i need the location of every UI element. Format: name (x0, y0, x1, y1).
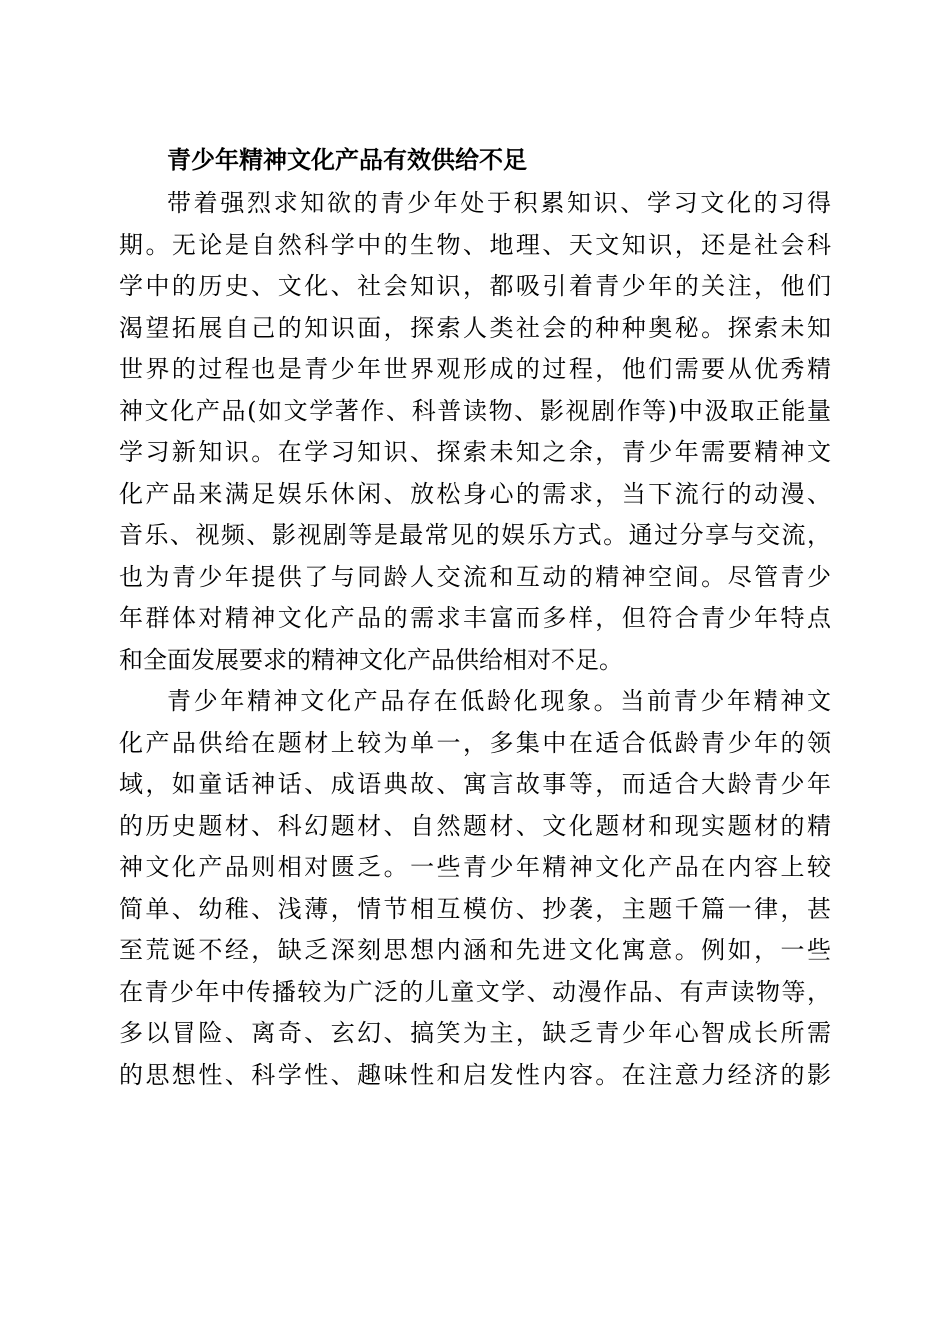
section-heading: 青少年精神文化产品有效供给不足 (167, 146, 527, 174)
paragraph-line: 简单、幼稚、浅薄，情节相互模仿、抄袭，主题千篇一律，甚 (119, 894, 831, 923)
paragraph-line: 神文化产品(如文学著作、科普读物、影视剧作等)中汲取正能量 (119, 396, 831, 425)
paragraph-line: 的历史题材、科幻题材、自然题材、文化题材和现实题材的精 (119, 811, 831, 840)
paragraph-line: 音乐、视频、影视剧等是最常见的娱乐方式。通过分享与交流， (119, 521, 831, 549)
paragraph-line: 期。无论是自然科学中的生物、地理、天文知识，还是社会科 (119, 230, 831, 259)
paragraph-line: 域，如童话神话、成语典故、寓言故事等，而适合大龄青少年 (119, 770, 831, 798)
paragraph-line: 化产品来满足娱乐休闲、放松身心的需求，当下流行的动漫、 (119, 479, 831, 508)
paragraph-line: 和全面发展要求的精神文化产品供给相对不足。 (119, 645, 623, 674)
paragraph-line: 渴望拓展自己的知识面，探索人类社会的种种奥秘。探索未知 (119, 313, 831, 342)
paragraph-line: 世界的过程也是青少年世界观形成的过程，他们需要从优秀精 (119, 355, 831, 383)
paragraph-line: 神文化产品则相对匮乏。一些青少年精神文化产品在内容上较 (119, 853, 831, 881)
paragraph-1 (119, 183, 831, 681)
paragraph-line: 在青少年中传播较为广泛的儿童文学、动漫作品、有声读物等， (119, 977, 831, 1006)
paragraph-line: 学中的历史、文化、社会知识，都吸引着青少年的关注，他们 (119, 272, 831, 300)
paragraph-line: 至荒诞不经，缺乏深刻思想内涵和先进文化寓意。例如，一些 (119, 936, 831, 964)
paragraph-line: 的思想性、科学性、趣味性和启发性内容。在注意力经济的影 (119, 1060, 831, 1089)
paragraph-line: 学习新知识。在学习知识、探索未知之余，青少年需要精神文 (119, 438, 831, 466)
paragraph-line: 化产品供给在题材上较为单一，多集中在适合低龄青少年的领 (119, 728, 831, 757)
paragraph-line: 青少年精神文化产品存在低龄化现象。当前青少年精神文 (167, 687, 831, 715)
paragraph-line: 带着强烈求知欲的青少年处于积累知识、学习文化的习得 (167, 189, 831, 217)
paragraph-line: 年群体对精神文化产品的需求丰富而多样，但符合青少年特点 (119, 604, 831, 632)
paragraph-line: 也为青少年提供了与同龄人交流和互动的精神空间。尽管青少 (119, 562, 831, 591)
paragraph-2 (119, 681, 831, 1096)
document-body (119, 140, 831, 1096)
paragraph-line: 多以冒险、离奇、玄幻、搞笑为主，缺乏青少年心智成长所需 (119, 1019, 831, 1047)
